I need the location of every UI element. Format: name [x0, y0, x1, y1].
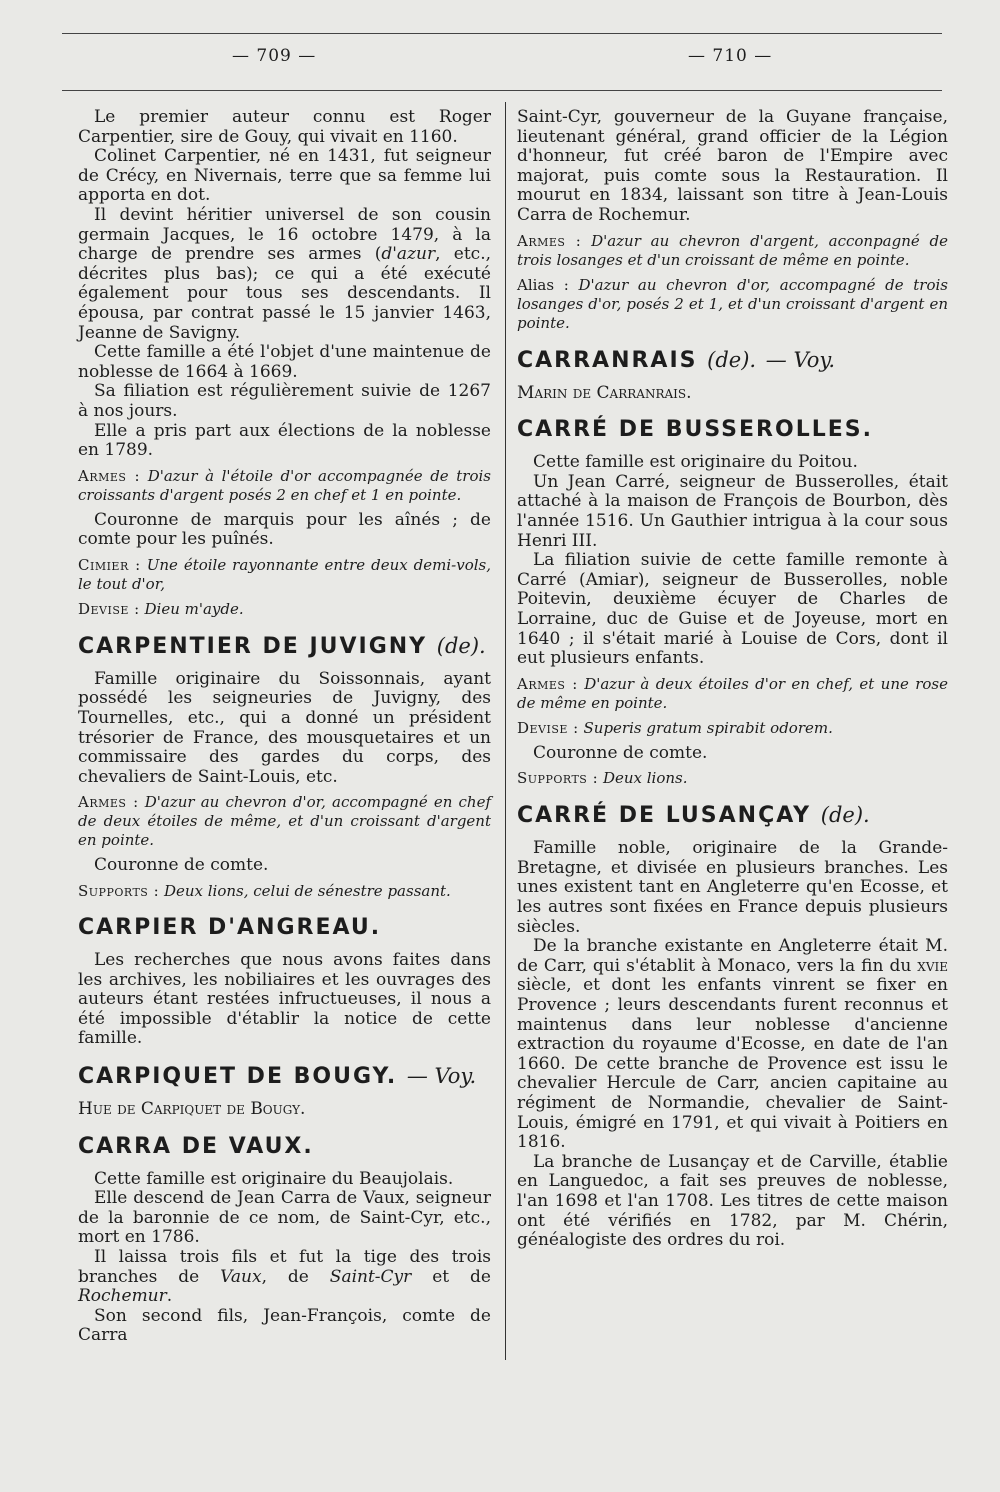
paragraph: Elle descend de Jean Carra de Vaux, seigneur de la baronnie de ce nom, de Saint-Cyr, etc., mort en 1786. [78, 1188, 491, 1248]
paragraph: Couronne de comte. [94, 855, 269, 876]
supports-note: Supports : Deux lions, celui de sénestre passant. [78, 882, 451, 901]
cimier-note: Cimier : Une étoile rayonnante entre deux demi-vols, le tout d'or, [78, 555, 491, 593]
paragraph: Colinet Carpentier, né en 1431, fut seigneur de Crécy, en Nivernais, terre que sa femme lui apporta en dot. [78, 146, 491, 206]
right-page-number: — 710 — [688, 46, 773, 66]
paragraph: Sa filiation est régulièrement suivie de 1267 à nos jours. [78, 381, 491, 421]
paragraph: De la branche existante en Angleterre était M. de Carr, qui s'établit à Monaco, vers la fin du xvie siècle, et dont les enfants vinrent se fixer en Provence ; leurs descendants furent reconnus et maintenus dans leur noblesse d'ancienne extraction du royaume d'Ecosse, en date de l'an 1660. De cette branche de Provence est issu le chevalier Hercule de Carr, ancien capitaine au régiment de Normandie, chevalier de Saint-Louis, émigré en 1791, et qui vivait à Poitiers en 1816. [517, 936, 948, 1153]
paragraph: La branche de Lusançay et de Carville, établie en Languedoc, a fait ses preuves de noblesse, l'an 1698 et l'an 1708. Les titres de cette maison ont été vérifiés en 1782, par M. Chérin, généalogiste des ordres du roi. [517, 1151, 948, 1251]
left-page-number: — 709 — [232, 46, 317, 66]
heading-busserolles: CARRÉ DE BUSSEROLLES. [517, 417, 873, 443]
paragraph: Les recherches que nous avons faites dans les archives, les nobiliaires et les ouvrages des auteurs étant restées infructueuses, il nous a été impossible d'établir la notice de cette famille. [78, 950, 491, 1049]
paragraph: Couronne de marquis pour les aînés ; de comte pour les puînés. [78, 509, 491, 550]
cross-reference: Hue de Carpiquet de Bougy. [78, 1099, 306, 1119]
armes-note: Armes : D'azur à deux étoiles d'or en chef, et une rose de même en pointe. [517, 674, 948, 712]
paragraph: Cette famille est originaire du Poitou. [533, 452, 858, 473]
heading-vaux: CARRA DE VAUX. [78, 1133, 314, 1159]
alias-note: Alias : D'azur au chevron d'or, accompagné de trois losanges d'or, posés 2 et 1, et d'un croissant d'argent en pointe. [517, 275, 948, 332]
paragraph: Elle a pris part aux élections de la noblesse en 1789. [78, 420, 491, 461]
paragraph: Saint-Cyr, gouverneur de la Guyane française, lieutenant général, grand officier de la Légion d'honneur, fut créé baron de l'Empire avec majorat, puis comte sous la Restauration. Il mourut en 1834, laissant son titre à Jean-Louis Carra de Rochemur. [517, 107, 948, 225]
top-rule [62, 33, 942, 34]
heading-carranrais: CARRANRAIS (de). — Voy. [517, 347, 836, 373]
left-column [78, 108, 491, 1346]
paragraph: Couronne de comte. [533, 742, 708, 763]
devise-note: Devise : Superis gratum spirabit odorem. [517, 718, 833, 737]
paragraph: Cette famille a été l'objet d'une maintenue de noblesse de 1664 à 1669. [78, 342, 491, 382]
armes-note: Armes : D'azur au chevron d'or, accompagné en chef de deux étoiles de même, et d'un croissant d'argent en pointe. [78, 793, 491, 850]
paragraph: Son second fils, Jean-François, comte de Carra [78, 1305, 491, 1346]
supports-note: Supports : Deux lions. [517, 769, 688, 788]
paragraph: Le premier auteur connu est Roger Carpentier, sire de Gouy, qui vivait en 1160. [78, 107, 491, 147]
paragraph: Cette famille est originaire du Beaujolais. [94, 1168, 454, 1189]
paragraph: La filiation suivie de cette famille remonte à Carré (Amiar), seigneur de Busserolles, noble Poitevin, deuxième écuyer de Charles de Lorraine, duc de Guise et de Joyeuse, mort en 1640 ; il s'était marié à Louise de Cors, dont il eut plusieurs enfants. [517, 550, 948, 669]
heading-lusancay: CARRÉ DE LUSANÇAY (de). [517, 803, 870, 829]
heading-bougy: CARPIQUET DE BOUGY. — Voy. [78, 1064, 477, 1089]
paragraph: Famille noble, originaire de la Grande-Bretagne, et divisée en plusieurs branches. Les unes existent tant en Angleterre qu'en Ecosse, et les autres sont fixées en France depuis plusieurs siècles. [517, 838, 948, 937]
cross-reference: Marin de Carranrais. [517, 382, 692, 403]
paragraph: Famille originaire du Soissonnais, ayant possédé les seigneuries de Juvigny, des Tournelles, etc., qui a donné un président trésorier de France, des mousquetaires et un commissaire des gardes du corps, des chevaliers de Saint-Louis, etc. [78, 668, 491, 787]
heading-juvigny: CARPENTIER DE JUVIGNY (de). [78, 633, 486, 659]
column-divider [505, 102, 506, 1360]
armes-note: Armes : D'azur à l'étoile d'or accompagnée de trois croissants d'argent posés 2 en chef et 1 en pointe. [78, 466, 491, 504]
devise-note: Devise : Dieu m'ayde. [78, 599, 244, 618]
right-column [517, 108, 948, 1251]
paragraph: Il laissa trois fils et fut la tige des trois branches de Vaux, de Saint-Cyr et de Rochemur. [78, 1246, 491, 1307]
paragraph: Il devint héritier universel de son cousin germain Jacques, le 16 octobre 1479, à la charge de prendre ses armes (d'azur, etc., décrites plus bas); ce qui a été exécuté également pour tous ses descendants. Il épousa, par contrat passé le 15 janvier 1463, Jeanne de Savigny. [78, 204, 492, 343]
armes-note: Armes : D'azur au chevron d'argent, acconpagné de trois losanges et d'un croissant de même en pointe. [517, 231, 949, 269]
header-rule [62, 90, 942, 91]
heading-angreau: CARPIER D'ANGREAU. [78, 915, 382, 941]
paragraph: Un Jean Carré, seigneur de Busserolles, était attaché à la maison de François de Bourbon, dès l'année 1516. Un Gauthier intrigua à la cour sous Henri III. [517, 471, 948, 551]
